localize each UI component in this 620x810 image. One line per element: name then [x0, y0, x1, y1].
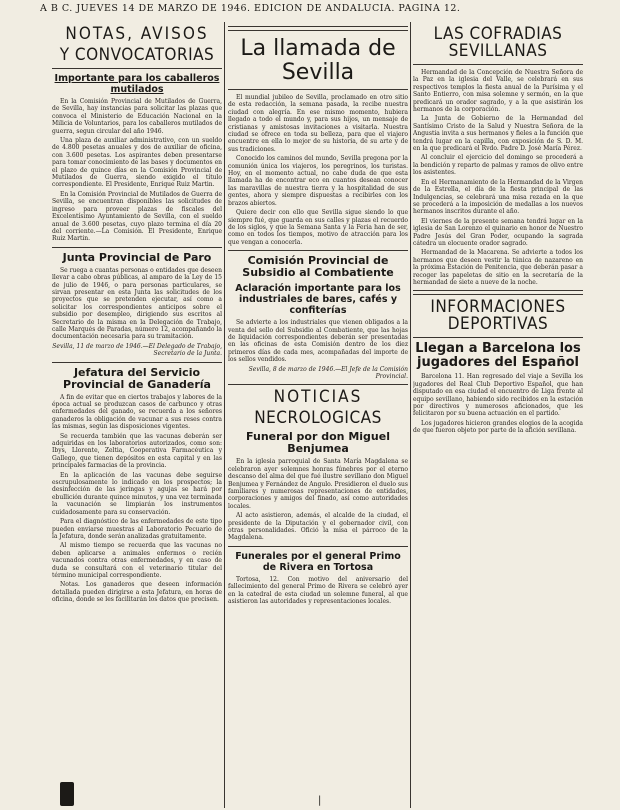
divider: [228, 546, 408, 547]
divider: [413, 290, 583, 295]
paragraph: Notas. Los ganaderos que deseen información detallada pueden dirigirse a esta Jefatura, en horas de oficina, donde se les facilitarán los datos que precisen.: [52, 581, 222, 604]
divider: [52, 247, 222, 248]
column-left: [52, 22, 222, 808]
headline: Funeral por don Miguel Benjumea: [246, 430, 390, 456]
divider: [52, 362, 222, 363]
paragraph: Los jugadores hicieron grandes elogios de la acogida de que fueron objeto por parte de la afición sevillana.: [413, 419, 583, 435]
paragraph: En el Hermanamiento de la Hermandad de la Virgen de la Estrella, el día de la fiesta principal de las Indulgencias, se celebrará una misa rezada en la que se procederá a la imposición de medallas a los nuevos hermanos inscritos durante el año.: [413, 178, 583, 216]
paragraph: En la aplicación de las vacunas debe seguirse escrupulosamente lo indicado en los prospectos; la desinfección de las jeringas y agujas se hará por ebullición durante quince minutos, y una vez terminada la vacunación se limpiarán los instrumentos cuidadosamente para su conservación.: [52, 471, 222, 516]
divider: [228, 89, 408, 90]
headline: Llegan a Barcelona los jugadores del Español: [415, 341, 581, 371]
divider: [413, 337, 583, 338]
paragraph: Se recuerda también que las vacunas deberán ser adquiridas en los laboratorios autorizados, como son: Ibys, Llorente, Zeltia, Cooperativa Farmacéutica y Gallego, que tienen depósitos en esta capital y en las principales farmacias de la provincia.: [52, 432, 222, 470]
headline: Importante para los caballeros mutilados: [54, 73, 220, 95]
paragraph: Al concluir el ejercicio del domingo se procederá a la bendición y reparto de palmas y ramos de olivo entre los asistentes.: [413, 154, 583, 177]
column-center: [228, 22, 408, 808]
paragraph: Hermandad de la Concepción de Nuestra Señora de la Paz en la iglesia del Valle, se celebrará en sus respectivos templos la fiesta anual de la Purísima y el Santo Entierro, con misa solemne y sermón, en la que predicará un orador sagrado, y a la que asistirán los hermanos de la corporación.: [413, 69, 583, 114]
headline: Funerales por el general Primo de Rivera en Tortosa: [235, 550, 401, 573]
paragraph: En la Comisión Provincial de Mutilados de Guerra de Sevilla, se encuentran disponibles las solicitudes de ingreso para proveer plazas de fiscales del Excelentísimo Ayuntamiento de Sevilla, con el sueldo anual de 3.600 pesetas, cuyo plazo termina el día 20 del corriente.—La Comisión. El Presidente, Enrique Ruiz Martin.: [52, 190, 222, 243]
divider: [228, 250, 408, 251]
paragraph: El viernes de la presente semana tendrá lugar en la iglesia de San Lorenzo el quinario en honor de Nuestro Padre Jesús del Gran Poder, ocupando la sagrada cátedra un elocuente orador sagrado.: [413, 217, 583, 247]
headline: Comisión Provincial de Subsidio al Combatiente: [242, 254, 394, 280]
section-heading: NOTICIAS: [273, 387, 363, 408]
divider: [52, 68, 222, 69]
section-heading: NOTAS, AVISOS: [65, 24, 209, 44]
column-rule: [410, 22, 411, 808]
divider: [228, 384, 408, 385]
paragraph: Al acto asistieron, además, el alcalde de la ciudad, el presidente de la Diputación y el gobernador civil, con otras personalidades. Ofició la misa el párroco de la Magdalena.: [228, 512, 408, 542]
paragraph: Para el diagnóstico de las enfermedades de este tipo pueden enviarse muestras al Laboratorio Pecuario de la Jefatura, donde serán analizadas gratuitamente.: [52, 518, 222, 540]
paragraph: Se ruega a cuantas personas o entidades que deseen llevar a cabo obras públicas, al amparo de la Ley de 15 de julio de 1946, o para personas particulares, se sirvan presentar en esta Junta las solicitudes de los proyectos que se pretenden ejecutar, así como a solicitar los correspondientes anticipos sobre el subsidio por desempleo, dirigiendo sus escritos al Secretario de la misma en la Delegación de Trabajo, calle Marqués de Paradas, número 12, acompañando la documentación necesaria para su tramitación.: [52, 266, 222, 341]
section-heading: INFORMACIONES DEPORTIVAS: [430, 297, 566, 335]
section-heading: NECROLOGICAS: [254, 408, 382, 429]
subheadline: Aclaración importante para los industriales de bares, cafés y confiterías: [235, 283, 401, 317]
paragraph: Conocido los caminos del mundo, Sevilla pregona por la comunión única los viajeros, los peregrinos, los turistas. Hoy, en el momento actual, no cabe duda de que esta llamada ha de encontrar eco en cuantos desean conocer las maravillas de nuestra tierra y la hospitalidad de sus gentes, ahora y siempre dispuestas a recibirles con los brazos abiertos.: [228, 155, 408, 207]
running-head: A B C. JUEVES 14 DE MARZO DE 1946. EDICION DE ANDALUCIA. PAGINA 12.: [40, 3, 461, 14]
paragraph: La Junta de Gobierno de la Hermandad del Santísimo Cristo de la Salud y Nuestra Señora de la Angustia invita a sus hermanos y fieles a la función que tendrá lugar en la capilla, con exposición de S. D. M. en la que predicará el Rvdo. Padre D. José María Pérez.: [413, 115, 583, 153]
fold-mark: |: [318, 795, 322, 806]
section-heading: Y CONVOCATORIAS: [59, 45, 215, 65]
paragraph: Una plaza de auxiliar administrativo, con un sueldo de 4.800 pesetas anuales y dos de auxiliar de oficina, con 3.600 pesetas. Los aspirantes deben presentarse para tomar conocimiento de las bases y documentos en el plazo de quince días en la Comisión Provincial de Mutilados de Guerra, siendo exigido el título correspondiente. El Presidente, Enrique Ruiz Martin.: [52, 137, 222, 189]
column-rule: [224, 22, 225, 808]
paragraph: En la Comisión Provincial de Mutilados de Guerra, de Sevilla, hay instancias para solicitar las plazas que convoca el Ministerio de Educación Nacional en la Milicia de Voluntarios, para los caballeros mutilados de guerra, segun circular del año 1946.: [52, 98, 222, 135]
scan-mark: [60, 782, 74, 806]
headline-main: La llamada de Sevilla: [240, 36, 396, 85]
paragraph: Al mismo tiempo se recuerda que las vacunas no deben aplicarse a animales enfermos o recién vacunados contra otras enfermedades, y en caso de duda se consultará con el veterinario titular del término municipal correspondiente.: [52, 542, 222, 579]
divider: [413, 64, 583, 65]
headline: Junta Provincial de Paro: [62, 250, 212, 264]
paragraph: Se advierte a los industriales que vienen obligados a la venta del sello del Subsidio al Combatiente, que las hojas de liquidación correspondientes deberán ser presentadas en las oficinas de esta Comisión dentro de los diez primeros días de cada mes, acompañadas del importe de los sellos vendidos.: [228, 319, 408, 364]
section-heading: LAS COFRADIAS SEVILLANAS: [433, 24, 563, 61]
headline: Jefatura del Servicio Provincial de Ganadería: [63, 365, 211, 391]
paragraph: Tortosa, 12. Con motivo del aniversario del fallecimiento del general Primo de Rivera se celebró ayer en la catedral de esta ciudad un solemne funeral, al que asistieron las autoridades y representaciones locales.: [228, 575, 408, 606]
column-right: [413, 22, 583, 808]
paragraph: El mundial jubileo de Sevilla, proclamado en otro sitio de esta redacción, la semana pasada, la recibe nuestra ciudad con alegría. En ese mismo momento, hubiera llegado a todo el mundo y, para sus hijos, un mensaje de cristianas y amistosas invitaciones a visitarla. Nuestra ciudad se ofrece en toda su belleza, para que el viajero encuentre en ella lo mejor de su historia, de su arte y de sus tradiciones.: [228, 94, 408, 153]
signature: Sevilla, 11 de marzo de 1946.—El Delegado de Trabajo, Secretario de la Junta.: [52, 342, 222, 358]
signature: Sevilla, 8 de marzo de 1946.—El Jefe de la Comisión Provincial.: [248, 365, 408, 380]
paragraph: Quiere decir con ello que Sevilla sigue siendo lo que siempre fué, que guarda en sus calles y plazas el recuerdo de los siglos, y que la Semana Santa y la Feria han de ser, como en todos los tiempos, motivo de atracción para los que vengan a conocerla.: [228, 209, 408, 246]
paragraph: Barcelona 11. Han regresado del viaje a Sevilla los jugadores del Real Club Deportivo Español, que han disputado en esa ciudad el encuentro de Liga frente al equipo sevillano, habiendo sido recibidos en la estación por directivos y numerosos aficionados, que les felicitaron por su buena actuación en el partido.: [413, 373, 583, 418]
divider: [228, 26, 408, 31]
paragraph: En la iglesia parroquial de Santa María Magdalena se celebraron ayer solemnes honras fúnebres por el eterno descanso del alma del que fué ilustre sevillano don Miguel Benjumea y Fernández de Angulo. Presidieron el duelo sus familiares y numerosas representaciones de entidades, corporaciones y amigos del finado, así como autoridades locales.: [228, 458, 408, 510]
paragraph: Hermandad de la Macarena. Se advierte a todos los hermanos que deseen vestir la túnica de nazareno en la próxima Estación de Penitencia, que deberán pasar a recoger las papeletas de sitio en la secretaría de la hermandad de siete a nueve de la noche.: [413, 249, 583, 286]
paragraph: A fin de evitar que en ciertos trabajos y labores de la época actual se produzcan casos de carbunco y otras enfermedades del ganado, se recuerda a los señores ganaderos la obligación de vacunar a sus reses contra las mismas, según las disposiciones vigentes.: [52, 393, 222, 431]
